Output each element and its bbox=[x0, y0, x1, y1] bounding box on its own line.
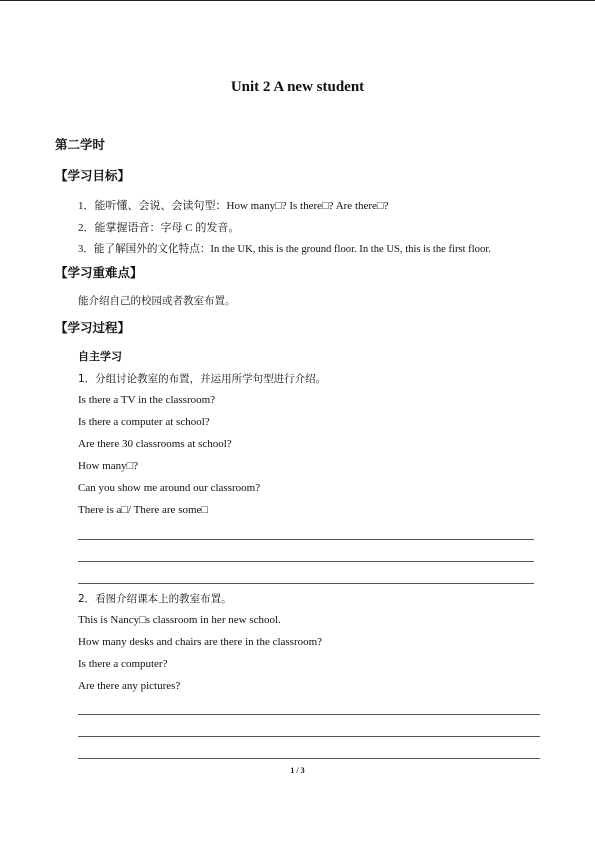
self-study-label: 自主学习 bbox=[78, 350, 122, 363]
goal-item-2: 2．能掌握语音：字母 C 的发音。 bbox=[78, 222, 240, 234]
task1-line-1: Is there a TV in the classroom? bbox=[78, 394, 216, 406]
task1-line-2: Is there a computer at school? bbox=[78, 416, 210, 428]
answer-line[interactable] bbox=[78, 758, 540, 759]
task2-line-4: Are there any pictures? bbox=[78, 680, 181, 692]
goal-item-3: 3．能了解国外的文化特点：In the UK, this is the ground floor. In the US, this is the first floor. bbox=[78, 244, 491, 255]
keypoints-heading: 【学习重难点】 bbox=[55, 265, 143, 280]
answer-line[interactable] bbox=[78, 539, 534, 540]
top-border bbox=[0, 0, 595, 1]
section-heading: 第二学时 bbox=[55, 137, 106, 152]
task1-line-6: There is a□/ There are some□ bbox=[78, 504, 209, 516]
goals-heading: 【学习目标】 bbox=[55, 168, 131, 183]
task1-line-5: Can you show me around our classroom? bbox=[78, 482, 261, 494]
answer-line[interactable] bbox=[78, 714, 540, 715]
document-title: Unit 2 A new student bbox=[230, 79, 365, 95]
answer-line[interactable] bbox=[78, 583, 534, 584]
task1-line-4: How many□? bbox=[78, 460, 139, 472]
keypoints-text: 能介绍自己的校园或者教室布置。 bbox=[78, 295, 236, 307]
task2-line-2: How many desks and chairs are there in the classroom? bbox=[78, 636, 323, 648]
goal-item-1: 1．能听懂、会说、会读句型：How many□? Is there□? Are there□? bbox=[78, 200, 389, 212]
task2-line-1: This is Nancy□s classroom in her new school. bbox=[78, 614, 281, 626]
task2-instruction: 2．看图介绍课本上的教室布置。 bbox=[78, 593, 232, 605]
answer-line[interactable] bbox=[78, 736, 540, 737]
process-heading: 【学习过程】 bbox=[55, 320, 131, 335]
task1-instruction: 1．分组讨论教室的布置，并运用所学句型进行介绍。 bbox=[78, 373, 327, 385]
page-number: 1 / 3 bbox=[290, 766, 305, 775]
answer-line[interactable] bbox=[78, 561, 534, 562]
task1-line-3: Are there 30 classrooms at school? bbox=[78, 438, 232, 450]
task2-line-3: Is there a computer? bbox=[78, 658, 168, 670]
